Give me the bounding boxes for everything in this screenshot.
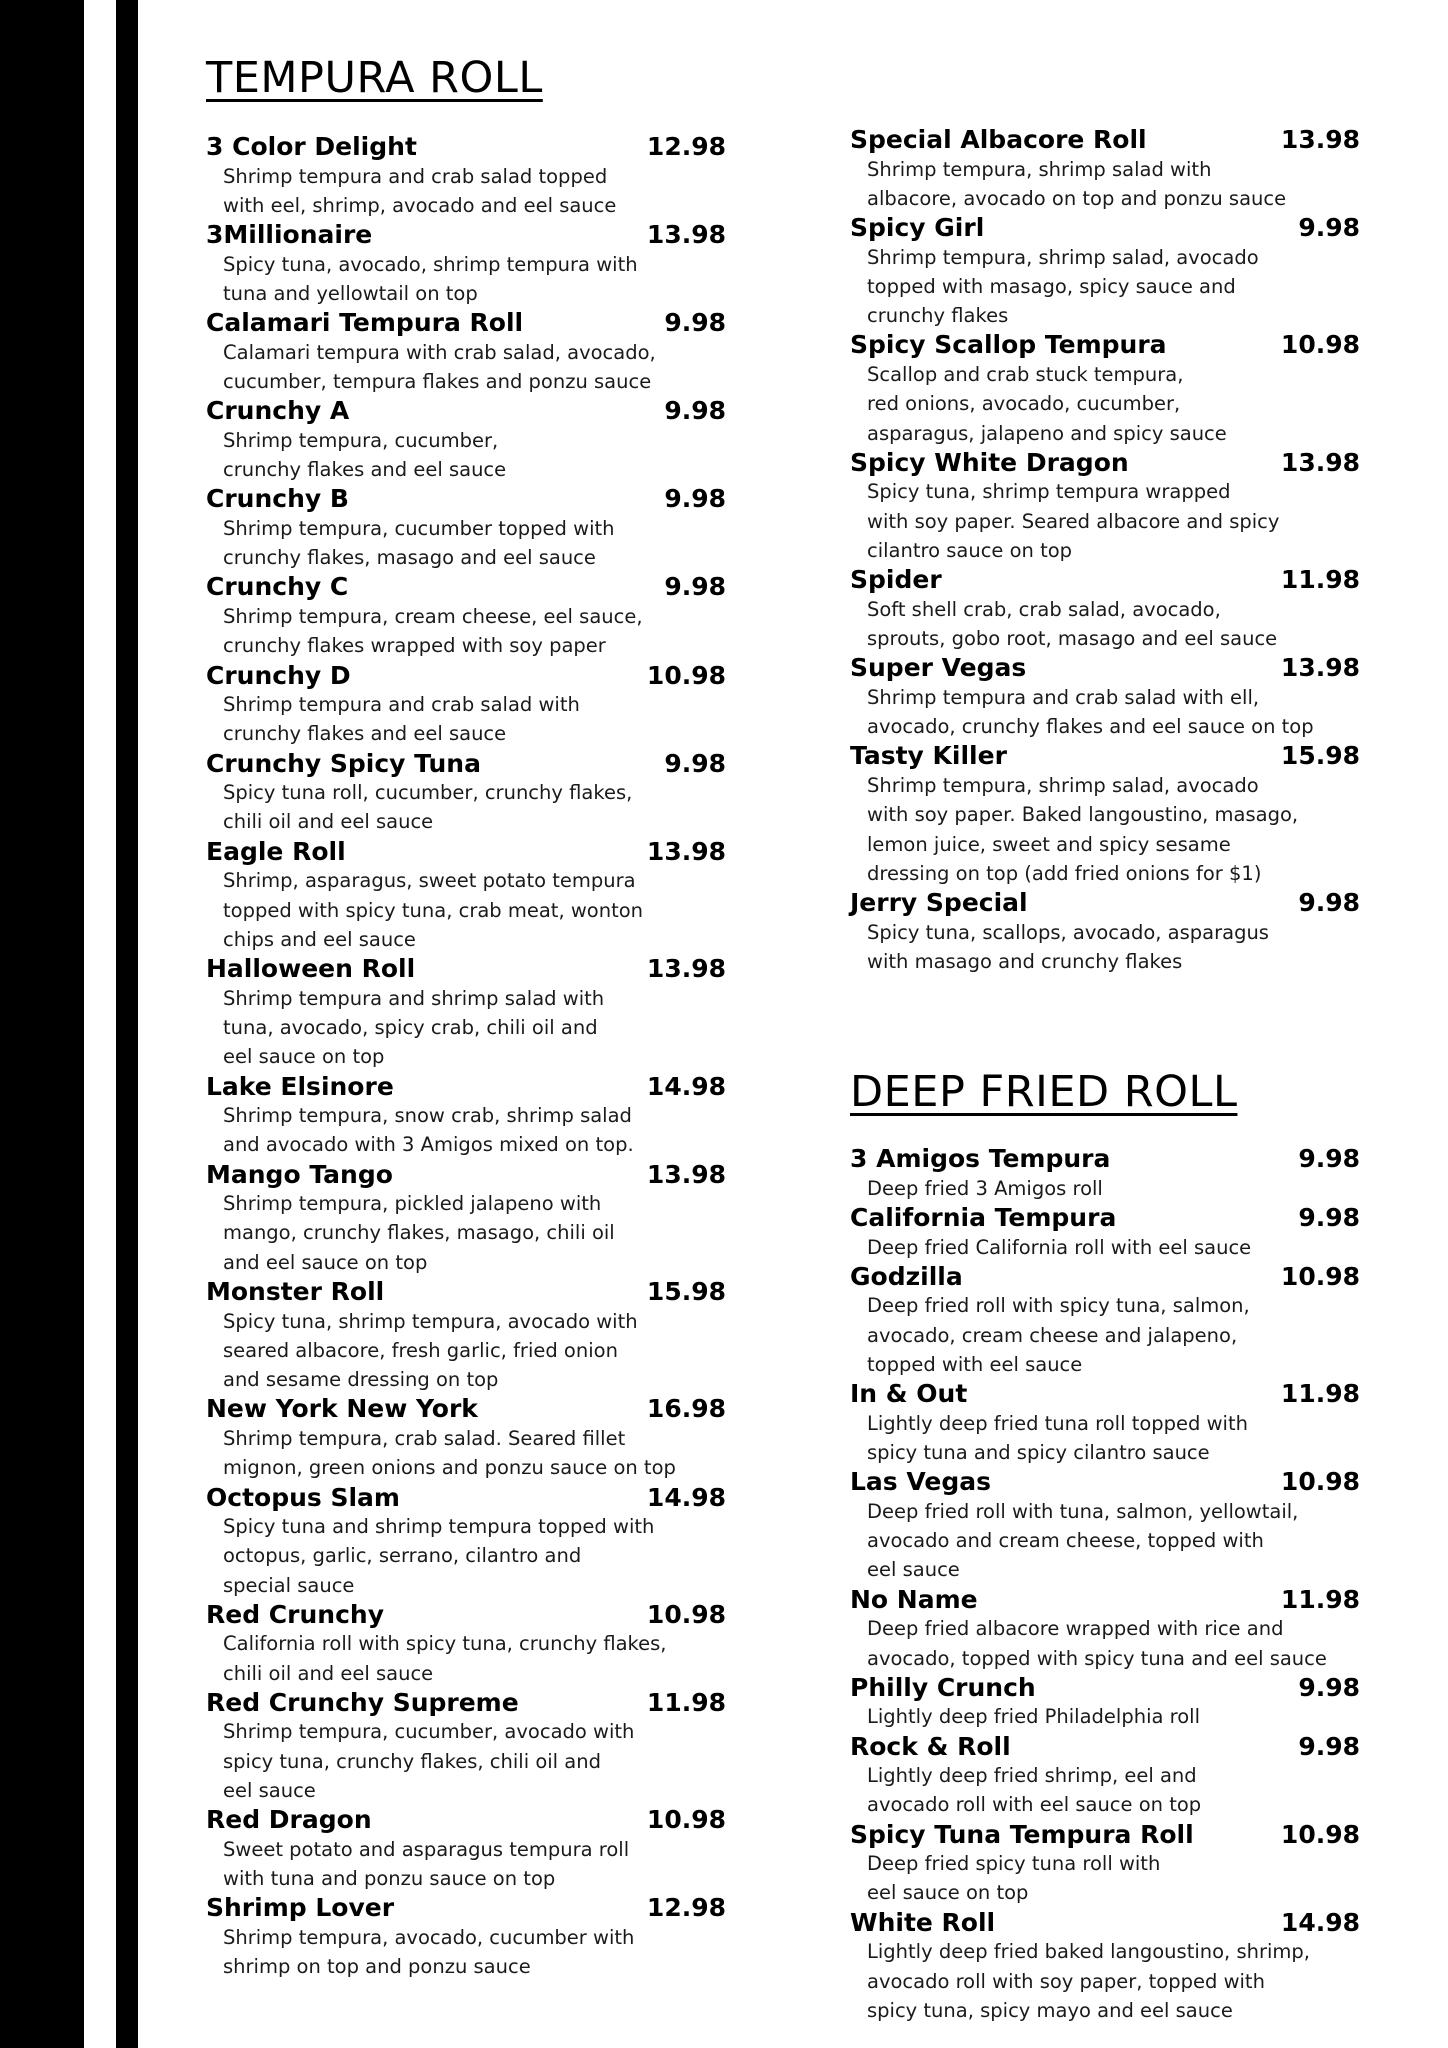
menu-item-header [850,125,1360,155]
menu-item-price: 9.98 [1298,1731,1360,1761]
menu-item-description: Spicy tuna, avocado, shrimp tempura with tuna and yellowtail on top [223,252,638,305]
menu-item-header [206,1160,726,1190]
menu-item-description: Lightly deep fried Philadelphia roll [867,1705,1200,1729]
menu-item-price: 14.98 [1280,1907,1360,1937]
menu-item-header [206,837,726,867]
menu-item-description: Spicy tuna roll, cucumber, crunchy flakes, chili oil and eel sauce [223,781,633,834]
menu-item [206,749,726,837]
menu-item [850,1144,1360,1203]
menu-item-description: Deep fried spicy tuna roll with eel sauce on top [867,1852,1161,1905]
menu-item-name: Las Vegas [850,1467,991,1497]
menu-item-name: Super Vegas [850,653,1027,683]
menu-item-name: 3 Color Delight [206,132,417,161]
menu-item-price: 12.98 [646,132,726,161]
menu-item [850,330,1360,447]
menu-item-price: 11.98 [1280,1379,1360,1409]
menu-item-name: Halloween Roll [206,954,416,984]
menu-item-header [850,1908,1360,1938]
menu-item-name: Crunchy C [206,572,349,602]
menu-item-description: Deep fried roll with tuna, salmon, yellowtail, avocado and cream cheese, topped with eel sauce [867,1499,1299,1582]
menu-item [850,741,1360,888]
menu-item [850,1467,1360,1584]
menu-item [206,954,726,1071]
menu-item-price: 9.98 [664,748,726,778]
menu-item-price: 10.98 [646,1599,726,1629]
menu-column-left [206,52,726,1982]
left-border-bar-thick [0,0,84,2048]
menu-item-description: Deep fried albacore wrapped with rice and avocado, topped with spicy tuna and eel sauce [867,1617,1327,1670]
menu-item [206,661,726,749]
menu-item-price: 13.98 [646,954,726,984]
menu-item [206,1893,726,1981]
menu-item-description: Shrimp tempura, cucumber, avocado with spicy tuna, crunchy flakes, chili oil and eel sauce [223,1720,635,1803]
menu-item-header [206,1072,726,1102]
menu-item [850,1585,1360,1673]
menu-item-name: New York New York [206,1394,478,1424]
menu-item-header [206,749,726,779]
tempura-roll-heading: TEMPURA ROLL [206,53,543,103]
menu-item-price: 9.98 [664,484,726,514]
menu-item-description: Shrimp tempura, crab salad. Seared fillet mignon, green onions and ponzu sauce on top [223,1426,676,1480]
menu-item-header [850,1820,1360,1850]
menu-item [850,1673,1360,1732]
menu-item-price: 14.98 [646,1071,726,1101]
menu-item-name: Special Albacore Roll [850,125,1147,154]
menu-item-description: Shrimp tempura and crab salad with crunchy flakes and eel sauce [223,693,580,746]
menu-item-name: Crunchy A [206,396,350,426]
menu-item-price: 13.98 [646,220,726,250]
menu-item-name: No Name [850,1584,978,1614]
menu-item-name: Spider [850,565,942,595]
menu-item-header [206,132,726,162]
menu-item-price: 9.98 [1298,1144,1360,1174]
menu-item [850,565,1360,653]
menu-item-name: Mango Tango [206,1159,393,1189]
menu-item [850,1379,1360,1467]
menu-item-description: Shrimp tempura and crab salad with ell, avocado, crunchy flakes and eel sauce on top [867,685,1314,739]
menu-item-name: Calamari Tempura Roll [206,308,524,338]
menu-item-name: Red Crunchy Supreme [206,1687,519,1717]
menu-item-name: In & Out [850,1379,968,1409]
menu-item-header [850,565,1360,595]
menu-item-header [206,308,726,338]
menu-item-price: 11.98 [1280,1584,1360,1614]
menu-item-description: Spicy tuna, shrimp tempura, avocado with seared albacore, fresh garlic, fried onion and sesame dressing on top [223,1309,638,1392]
menu-item-description: Shrimp tempura, cream cheese, eel sauce, crunchy flakes wrapped with soy paper [223,604,643,658]
menu-item-price: 14.98 [646,1482,726,1512]
menu-item-price: 11.98 [1280,565,1360,595]
menu-item-price: 10.98 [1280,1261,1360,1291]
menu-item-price: 10.98 [646,1805,726,1835]
menu-item-description: Spicy tuna, scallops, avocado, asparagus with masago and crunchy flakes [867,920,1269,973]
menu-item-price: 10.98 [1280,1819,1360,1849]
menu-item [206,308,726,396]
menu-item-header [206,1600,726,1630]
menu-item-name: Crunchy Spicy Tuna [206,748,481,778]
menu-item [850,1820,1360,1908]
menu-item-description: Spicy tuna, shrimp tempura wrapped with soy paper. Seared albacore and spicy cilantro sauce on top [867,480,1280,562]
menu-item-name: Lake Elsinore [206,1071,394,1101]
menu-item [850,1203,1360,1262]
menu-item-price: 11.98 [646,1687,726,1717]
menu-item-description: Scallop and crab stuck tempura, red onions, avocado, cucumber, asparagus, jalapeno and spicy sauce [867,362,1227,445]
menu-item-header [850,1673,1360,1703]
menu-item-name: Spicy Scallop Tempura [850,330,1167,360]
menu-item-description: Deep fried 3 Amigos roll [867,1176,1103,1200]
menu-item-description: Deep fried roll with spicy tuna, salmon, avocado, cream cheese and jalapeno, topped with eel sauce [867,1294,1250,1376]
menu-item-description: Soft shell crab, crab salad, avocado, sprouts, gobo root, masago and eel sauce [867,597,1278,651]
menu-item-name: Red Crunchy [206,1599,384,1629]
menu-item-header [850,1467,1360,1497]
deep-fried-roll-heading: DEEP FRIED ROLL [850,1067,1238,1118]
menu-item-description: Spicy tuna and shrimp tempura topped with octopus, garlic, serrano, cilantro and special sauce [223,1515,655,1597]
menu-item-header [850,1262,1360,1292]
menu-item-name: Tasty Killer [850,741,1007,771]
menu-item-name: Spicy Tuna Tempura Roll [850,1819,1194,1849]
menu-item-header [850,1144,1360,1174]
menu-item-description: Shrimp tempura and shrimp salad with tuna, avocado, spicy crab, chili oil and eel sauce on top [223,986,605,1069]
menu-item-header [206,1893,726,1923]
menu-item-name: 3Millionaire [206,220,373,250]
menu-item-description: Shrimp tempura, cucumber topped with crunchy flakes, masago and eel sauce [223,516,615,570]
menu-item-name: Red Dragon [206,1805,372,1835]
menu-item-description: Shrimp tempura, pickled jalapeno with mango, crunchy flakes, masago, chili oil and eel sauce on top [223,1192,615,1274]
menu-item-description: Shrimp tempura, shrimp salad, avocado with soy paper. Baked langoustino, masago, lemon juice, sweet and spicy sesame dressing on top (add fried onions for $1) [867,773,1299,885]
menu-item-name: Eagle Roll [206,836,346,866]
menu-item [850,1732,1360,1820]
menu-item-price: 9.98 [664,572,726,602]
menu-item-header [206,954,726,984]
menu-item-description: Sweet potato and asparagus tempura roll with tuna and ponzu sauce on top [223,1837,630,1891]
menu-item-description: Shrimp tempura, shrimp salad with albacore, avocado on top and ponzu sauce [867,157,1287,210]
menu-item-name: Philly Crunch [850,1672,1036,1702]
menu-item-name: 3 Amigos Tempura [850,1144,1111,1174]
menu-item-name: Shrimp Lover [206,1893,395,1923]
menu-item-description: Shrimp tempura and crab salad topped with eel, shrimp, avocado and eel sauce [223,164,617,217]
menu-item-name: White Roll [850,1907,996,1937]
menu-item [206,572,726,660]
menu-item [206,837,726,954]
menu-item-header [206,1805,726,1835]
menu-item [850,213,1360,330]
menu-item-price: 9.98 [664,308,726,338]
menu-item-header [850,1732,1360,1762]
menu-item-price: 13.98 [646,1159,726,1189]
menu-item-price: 13.98 [1280,653,1360,683]
menu-item-description: Calamari tempura with crab salad, avocado, cucumber, tempura flakes and ponzu sauce [223,340,656,393]
menu-item-name: Octopus Slam [206,1482,400,1512]
menu-item [206,1394,726,1482]
menu-item-header [206,484,726,514]
menu-item [850,888,1360,976]
menu-item-header [206,1483,726,1513]
menu-item-header [206,1688,726,1718]
menu-item-header [206,1277,726,1307]
tempura-roll-list-continued [850,125,1360,976]
menu-item-price: 13.98 [646,836,726,866]
menu-item-header [206,1394,726,1424]
menu-item-header [850,330,1360,360]
menu-item-header [206,396,726,426]
menu-item [206,132,726,220]
menu-item-price: 9.98 [1298,1672,1360,1702]
menu-item [206,1072,726,1160]
menu-item-header [850,1203,1360,1233]
menu-item-description: Shrimp tempura, snow crab, shrimp salad and avocado with 3 Amigos mixed on top. [223,1104,634,1157]
menu-item-name: Rock & Roll [850,1731,1011,1761]
menu-item-price: 9.98 [1298,888,1360,918]
menu-item-price: 13.98 [1280,125,1360,154]
menu-item [206,396,726,484]
menu-item [850,448,1360,565]
menu-item-name: Spicy Girl [850,213,985,243]
menu-item-header [206,661,726,691]
menu-item-header [206,220,726,250]
menu-item [206,220,726,308]
menu-item-price: 9.98 [1298,1203,1360,1233]
menu-item [206,1277,726,1394]
menu-item-description: Shrimp tempura, avocado, cucumber with shrimp on top and ponzu sauce [223,1925,635,1979]
menu-item-description: Lightly deep fried tuna roll topped with spicy tuna and spicy cilantro sauce [867,1411,1248,1465]
menu-item-price: 10.98 [646,660,726,690]
menu-item-description: Shrimp tempura, cucumber, crunchy flakes and eel sauce [223,428,507,482]
menu-item-name: Jerry Special [850,888,1028,918]
menu-item-price: 12.98 [646,1893,726,1923]
menu-item-name: Spicy White Dragon [850,447,1129,477]
tempura-roll-list [206,132,726,1982]
menu-item-name: Crunchy D [206,660,351,690]
menu-item-header [850,741,1360,771]
menu-item [850,1908,1360,2025]
deep-fried-roll-list [850,1144,1360,2025]
menu-item-header [850,1585,1360,1615]
menu-item-name: Monster Roll [206,1277,385,1307]
menu-item-price: 9.98 [1298,213,1360,243]
menu-item-price: 9.98 [664,396,726,426]
menu-item-name: Godzilla [850,1261,963,1291]
menu-column-right [850,125,1360,2025]
menu-item [206,1688,726,1805]
menu-item [206,1600,726,1688]
menu-item-name: California Tempura [850,1203,1117,1233]
menu-item-header [850,1379,1360,1409]
menu-item-description: Shrimp, asparagus, sweet potato tempura topped with spicy tuna, crab meat, wonton chips and eel sauce [223,869,644,951]
menu-item [206,1160,726,1277]
menu-item-description: Shrimp tempura, shrimp salad, avocado topped with masago, spicy sauce and crunchy flakes [867,245,1259,328]
menu-item-header [850,448,1360,478]
menu-item-description: Deep fried California roll with eel sauce [867,1235,1252,1259]
menu-item [206,1805,726,1893]
menu-item-header [850,653,1360,683]
menu-item-price: 15.98 [1280,741,1360,771]
menu-item [850,653,1360,741]
menu-item-description: Lightly deep fried baked langoustino, shrimp, avocado roll with soy paper, topped with spicy tuna, spicy mayo and eel sauce [867,1940,1310,2022]
menu-item-price: 13.98 [1280,447,1360,477]
menu-item-header [206,572,726,602]
menu-item-description: California roll with spicy tuna, crunchy flakes, chili oil and eel sauce [223,1632,667,1685]
menu-item-header [850,888,1360,918]
menu-item-price: 10.98 [1280,330,1360,360]
menu-item [206,484,726,572]
menu-item-price: 10.98 [1280,1467,1360,1497]
menu-item-price: 15.98 [646,1277,726,1307]
menu-item-header [850,213,1360,243]
menu-item-price: 16.98 [646,1394,726,1424]
menu-item [850,1262,1360,1379]
menu-item [206,1483,726,1600]
menu-item [850,125,1360,213]
menu-item-description: Lightly deep fried shrimp, eel and avocado roll with eel sauce on top [867,1764,1202,1817]
menu-item-name: Crunchy B [206,484,349,514]
left-border-bar-thin [116,0,138,2048]
